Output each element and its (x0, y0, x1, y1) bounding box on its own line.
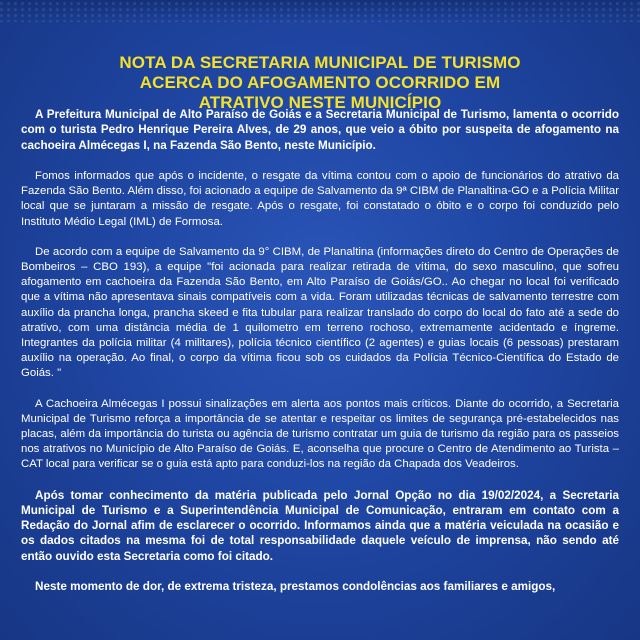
paragraph-safety: A Cachoeira Almécegas I possui sinalizações em alerta aos pontos mais críticos. Diante do ocorrido, a Secretaria Municipal de Turismo reforça a importância de se atentar e respeitar os limites de segurança pré-estabelecidos nas placas, além da importância do turista ou agência de turismo contratar um guia de turismo da região para os passeios nos atrativos no Município de Alto Paraíso de Goiás. E, aconselha que procure o Centro de Atendimento ao Turista – CAT local para verificar se o guia está apto para conduzi-los na região da Chapada dos Veadeiros. (21, 397, 619, 471)
title-line-3: ATRATIVO NESTE MUNICÍPIO (198, 93, 442, 113)
title-line-2: ACERCA DO AFOGAMENTO OCORRIDO EM (139, 73, 501, 93)
paragraph-intro: A Prefeitura Municipal de Alto Paraíso de Goiás e a Secretaria Municipal de Turismo, lamenta o ocorrido com o turista Pedro Henrique Pereira Alves, de 29 anos, que veio a óbito por suspeita de afogamento na cachoeira Almécegas I, na Fazenda São Bento, neste Município. (21, 108, 619, 152)
paragraph-rescue: Fomos informados que após o incidente, o resgate da vítima contou com o apoio de funcionários do atrativo da Fazenda São Bento. Além disso, foi acionado a equipe de Salvamento da 9ª CIBM de Planaltina-GO e a Polícia Militar local que se juntaram a missão de resgate. Após o resgate, foi constatado o óbito e o corpo foi conduzido pelo Instituto Médio Legal (IML) de Formosa. (21, 169, 619, 228)
paragraph-press: Após tomar conhecimento da matéria publicada pelo Jornal Opção no dia 19/02/2024, a Secretaria Municipal de Turismo e a Superintendência Municipal de Comunicação, entraram em contato com a Redação do Jornal afim de esclarecer o ocorrido. Informamos ainda que a matéria veiculada na ocasião e os dados citados na mesma foi de total responsabilidade daquele veículo de imprensa, não sendo até então ouvido esta Secretaria como foi citado. (21, 488, 619, 563)
note-body (21, 107, 619, 609)
note-title (40, 53, 600, 113)
paragraph-fire-department: De acordo com a equipe de Salvamento da 9° CIBM, de Planaltina (informações direto do Centro de Operações de Bombeiros – CBO 193), a equipe "foi acionada para realizar retirada de vítima, do sexo masculino, que sofreu afogamento em cachoeira da Fazenda São Bento, em Alto Paraíso de Goiás/GO.. Ao chegar no local foi verificado que a vítima não apresentava sinais compatíveis com a vida. Foram utilizadas técnicas de salvamento terrestre com auxílio da prancha longa, prancha skeed e fita tubular para realizar translado do corpo do local do fato até a sede do atrativo, com uma distância média de 1 quilometro em terreno rochoso, extremamente acidentado e íngreme. Integrantes da polícia militar (4 militares), polícia técnico científico (2 agentes) e guias locais (6 pessoas) prestaram auxílio na operação. Ao final, o corpo da vítima ficou sob os cuidados da Polícia Técnico-Científica do Estado de Goiás. " (21, 245, 619, 380)
paragraph-condolences: Neste momento de dor, de extrema tristeza, prestamos condolências aos familiares e amigos, (35, 580, 556, 594)
title-line-1: NOTA DA SECRETARIA MUNICIPAL DE TURISMO (119, 53, 521, 73)
top-texture-band (0, 0, 640, 22)
